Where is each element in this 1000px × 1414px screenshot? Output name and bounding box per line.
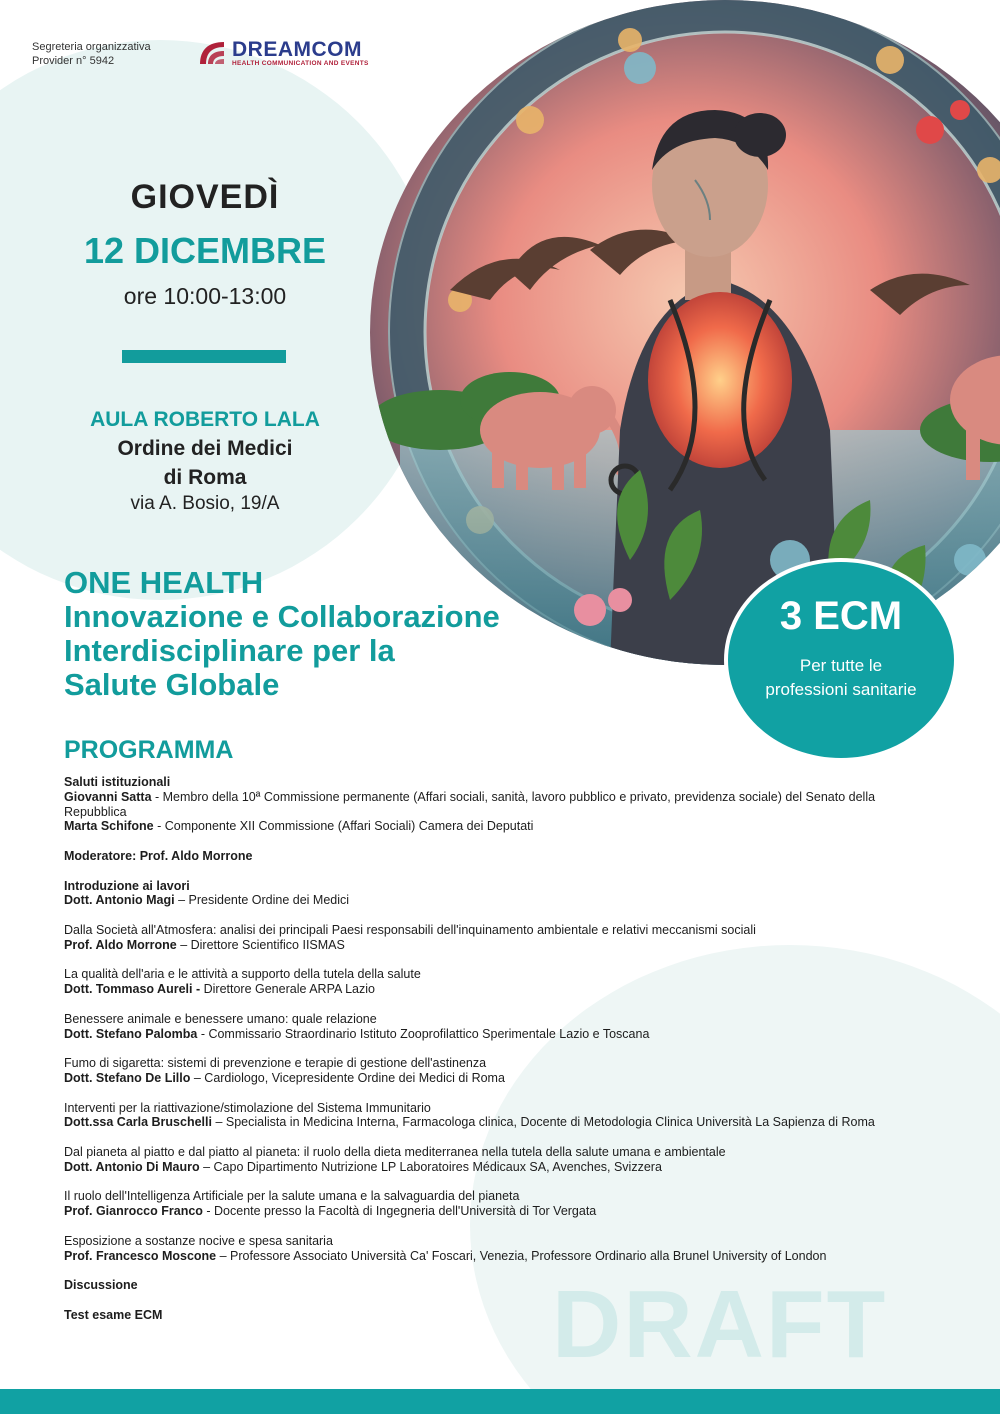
title-line-3: Interdisciplinare per la [64,633,395,668]
speaker-role: - Commissario Straordinario Istituto Zooprofilattico Sperimentale Lazio e Toscana [197,1026,650,1041]
program-heading: Test esame ECM [64,1307,163,1322]
provider-number: Provider n° 5942 [32,55,115,67]
program-speaker [64,1027,934,1042]
ecm-credits: 3 ECM [779,594,903,638]
speaker-role: – Presidente Ordine dei Medici [174,893,350,908]
program-speaker [64,1071,934,1086]
speaker-name: Dott. Tommaso Aureli - [64,982,201,997]
divider-bar [122,350,286,363]
program-item [64,1234,934,1264]
program-item [64,1101,934,1131]
venue-organization-line2: di Roma [163,466,247,489]
speaker-name: Marta Schifone [64,819,154,834]
program-topic: Saluti istituzionali [64,775,171,789]
venue-room: AULA ROBERTO LALA [90,408,320,431]
program-speaker [64,982,934,997]
programma-heading: PROGRAMMA [64,736,234,764]
program-item [64,967,934,997]
program-item [64,1145,934,1175]
event-day: GIOVEDÌ [130,178,280,216]
title-line-1: ONE HEALTH [64,565,264,600]
speaker-role: - Membro della 10ª Commissione permanente (Affari sociali, sanità, lavoro pubblico e privato, previdenza sociale) del Senato della Repubblica [64,789,876,819]
program-topic: La qualità dell'aria e le attività a supporto della tutela della salute [64,967,421,982]
speaker-name: Dott. Stefano De Lillo [64,1070,191,1085]
dreamcom-logo [196,38,369,68]
program-topic: Benessere animale e benessere umano: quale relazione [64,1011,377,1026]
logo-tagline: HEALTH COMMUNICATION AND EVENTS [232,60,369,67]
event-date: 12 DICEMBRE [83,230,327,271]
speaker-name: Dott. Stefano Palomba [64,1026,198,1041]
speaker-role: - Docente presso la Facoltà di Ingegneria dell'Università di Tor Vergata [202,1204,597,1219]
event-hours: ore 10:00-13:00 [123,283,287,309]
speaker-name: Dott.ssa Carla Bruschelli [64,1115,212,1130]
program-topic: Il ruolo dell'Intelligenza Artificiale per la salute umana e la salvaguardia del pianeta [64,1189,520,1204]
program-item [64,1189,934,1219]
speaker-role: - Componente XII Commissione (Affari Sociali) Camera dei Deputati [153,819,534,834]
venue-address: via A. Bosio, 19/A [130,493,280,514]
ecm-badge [724,558,958,762]
program-item [64,775,934,834]
title-line-2: Innovazione e Collaborazione [64,599,500,634]
speaker-role: – Cardiologo, Vicepresidente Ordine dei Medici di Roma [190,1070,505,1085]
title-line-4: Salute Globale [64,667,280,702]
program-topic: Interventi per la riattivazione/stimolazione del Sistema Immunitario [64,1100,431,1115]
program-item [64,879,934,909]
program-item [64,1056,934,1086]
program-topic: Dalla Società all'Atmosfera: analisi dei principali Paesi responsabili dell'inquinamento ambientale e relativi meccanismi sociali [64,922,756,937]
speaker-role: – Direttore Scientifico IISMAS [176,937,345,952]
speaker-name: Dott. Antonio Di Mauro [64,1159,200,1174]
speaker-name: Dott. Antonio Magi [64,893,175,908]
organizer-info [32,40,151,68]
logo-name: DREAMCOM [232,38,362,61]
program-speaker [64,790,934,820]
program-topic: Dal pianeta al piatto e dal piatto al pianeta: il ruolo della dieta mediterranea nella tutela della salute umana e ambientale [64,1144,726,1159]
footer-bar [0,1389,1000,1414]
speaker-name: Prof. Gianrocco Franco [64,1204,203,1219]
speaker-name: Prof. Aldo Morrone [64,937,177,952]
program-list [64,775,934,1337]
program-item [64,923,934,953]
speaker-name: Prof. Francesco Moscone [64,1248,217,1263]
program-topic: Fumo di sigaretta: sistemi di prevenzione e terapie di gestione dell'astinenza [64,1056,487,1071]
ecm-audience: Per tutte le professioni sanitarie [765,656,917,699]
speaker-role: – Professore Associato Università Ca' Foscari, Venezia, Professore Ordinario alla Brunel University of London [216,1248,827,1263]
program-item [64,1012,934,1042]
program-speaker [64,819,934,834]
speaker-name: Giovanni Satta [64,789,152,804]
program-speaker [64,1204,934,1219]
speaker-role: – Specialista in Medicina Interna, Farmacologa clinica, Docente di Metodologia Clinica Università La Sapienza di Roma [211,1115,875,1130]
draft-watermark: DRAFT [552,1271,888,1378]
program-speaker [64,1249,934,1264]
speaker-role: Direttore Generale ARPA Lazio [200,982,375,997]
program-speaker [64,938,934,953]
event-title [64,566,644,702]
dreamcom-logo-icon [196,38,228,68]
program-item [64,849,934,864]
program-topic: Introduzione ai lavori [64,878,190,893]
program-topic: Esposizione a sostanze nocive e spesa sanitaria [64,1233,333,1248]
program-speaker [64,1160,934,1175]
secretariat-label: Segreteria organizzativa [32,41,151,53]
program-heading: Moderatore: Prof. Aldo Morrone [64,848,253,863]
program-speaker [64,893,934,908]
speaker-role: – Capo Dipartimento Nutrizione LP Laboratoires Médicaux SA, Avenches, Svizzera [199,1159,662,1174]
venue-organization-line1: Ordine dei Medici [117,437,293,460]
program-speaker [64,1115,934,1130]
program-heading: Discussione [64,1278,138,1293]
